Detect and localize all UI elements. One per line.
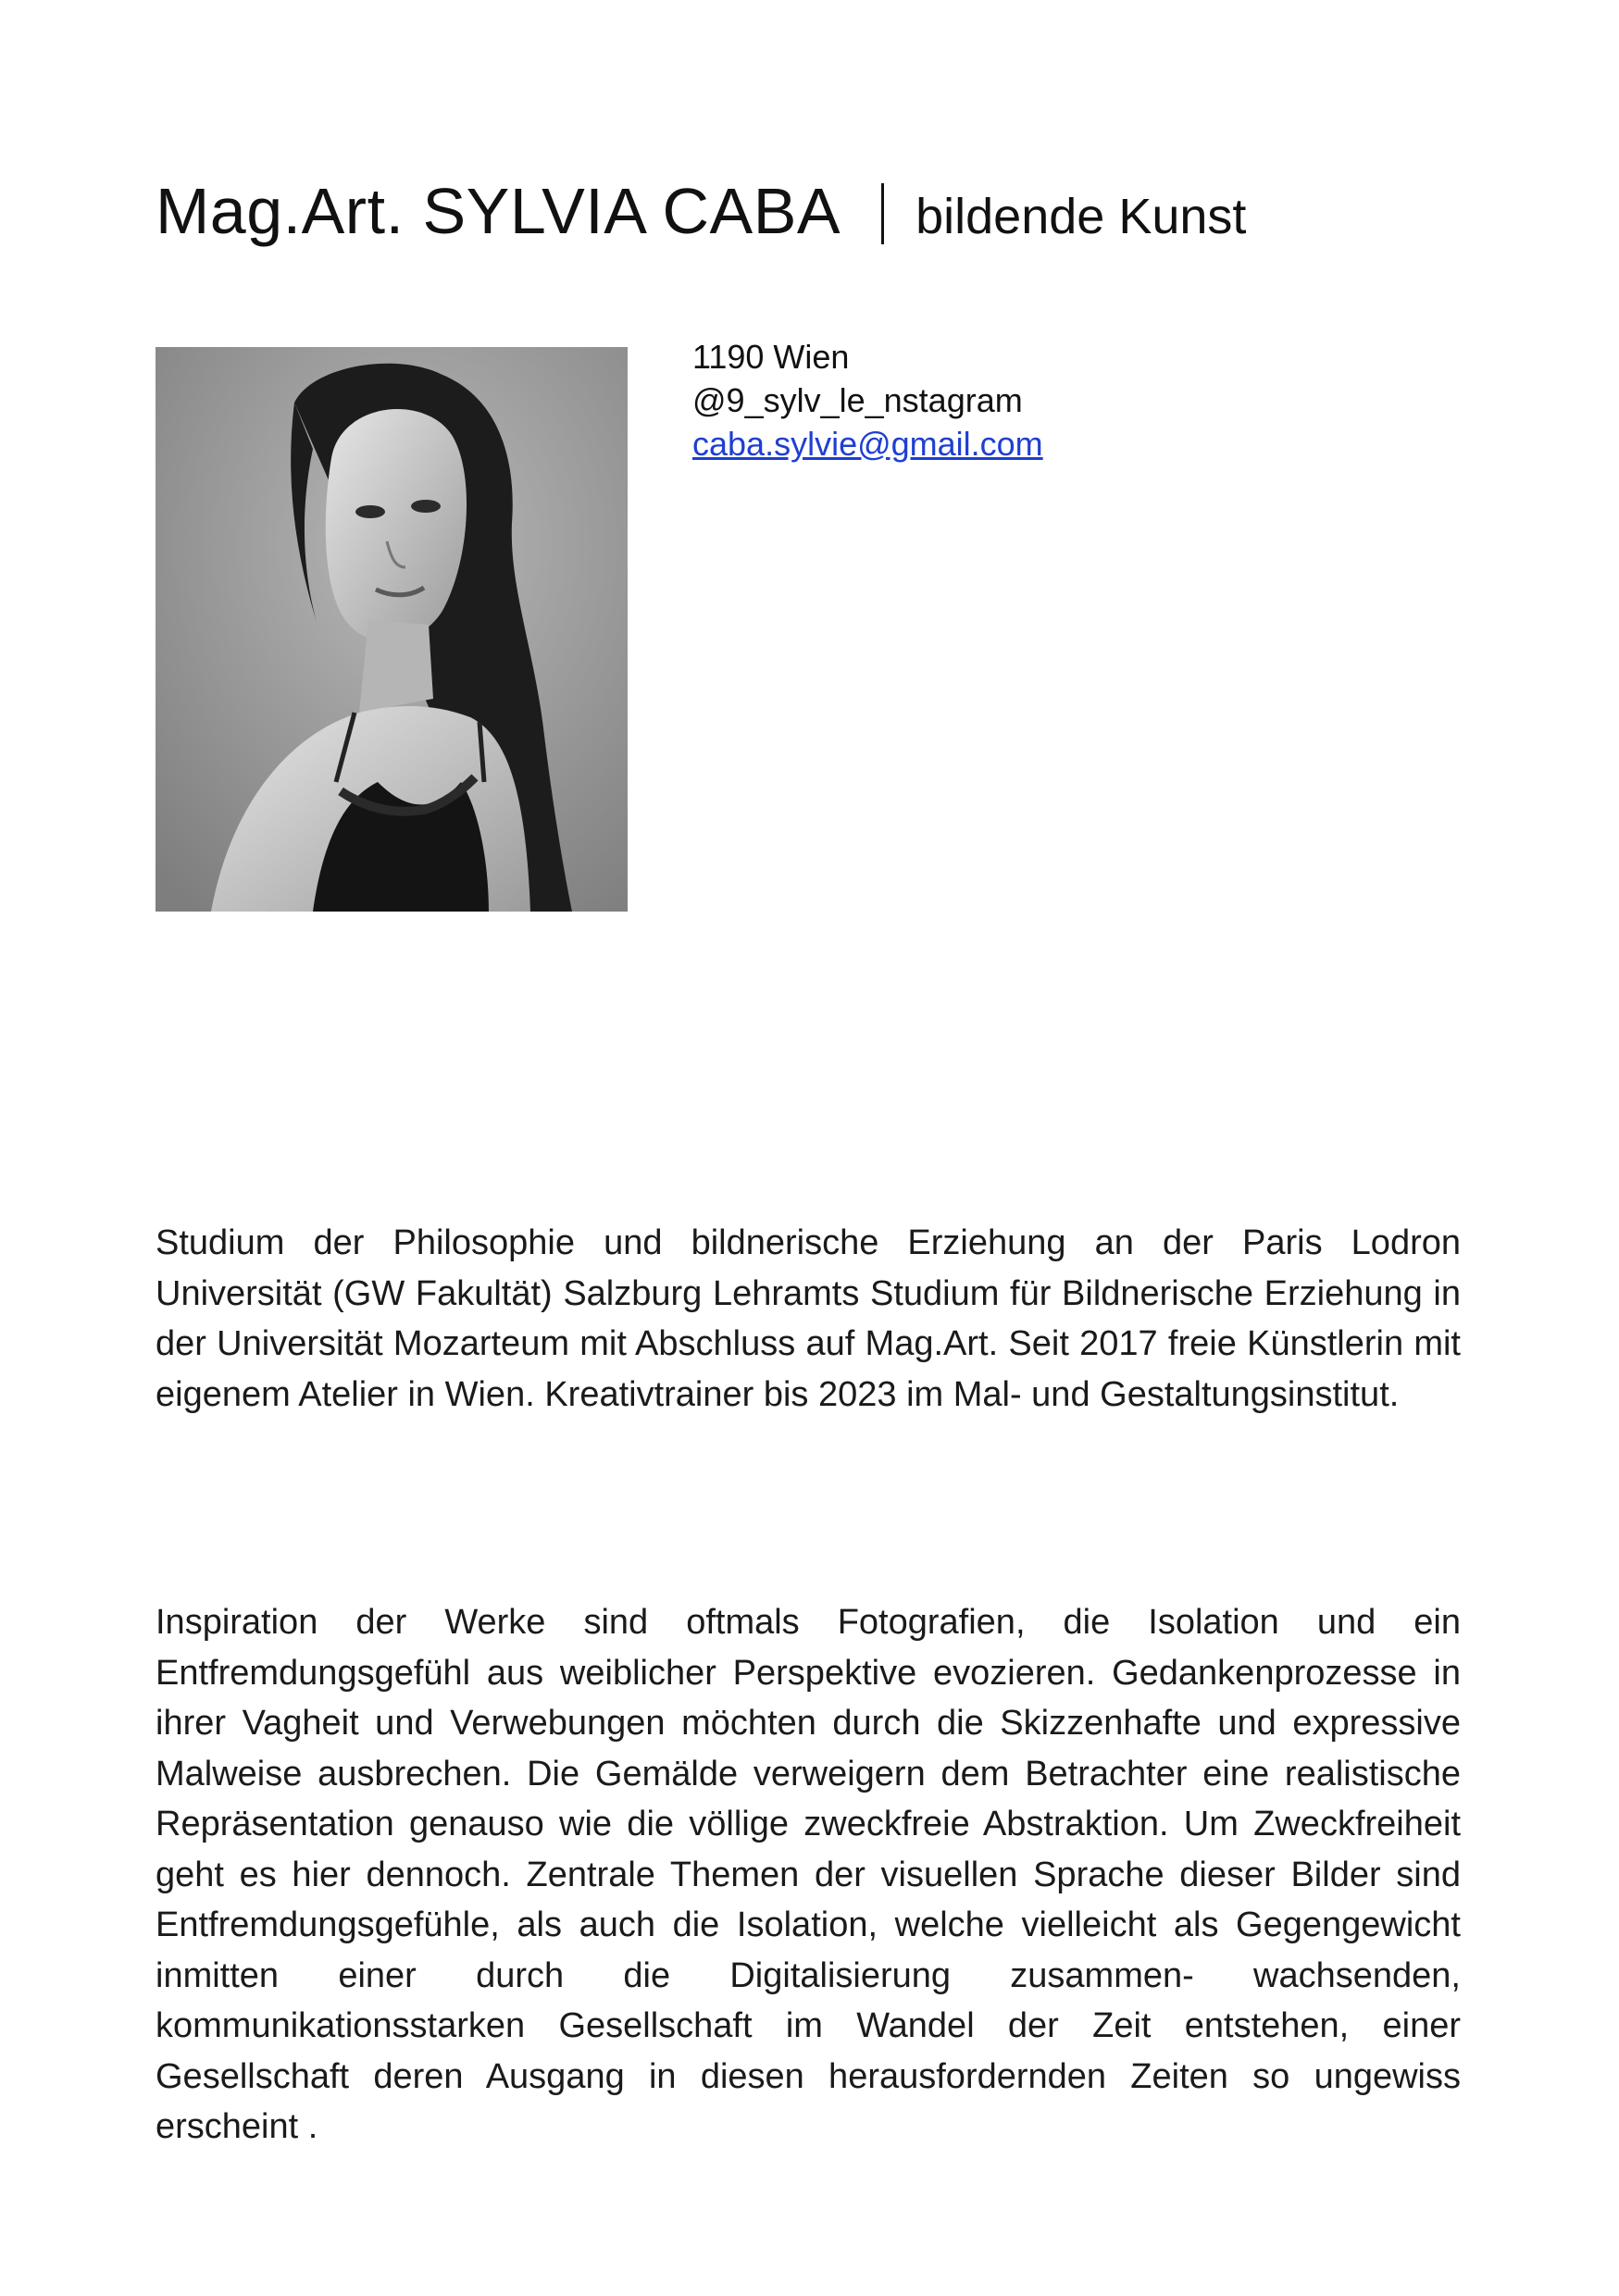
education-paragraph: Studium der Philosophie und bildnerische Erziehung an der Paris Lodron Universität (GW Fakultät) Salzburg Lehramts Studium für Bildnerische Erziehung in der Universität Mozarteum mit Abschluss auf Mag.Art. Seit 2017 freie Künstlerin mit eigenem Atelier in Wien. Kreativtrainer bis 2023 im Mal- und Gestaltungsinstitut.: [156, 1223, 1461, 1414]
title-divider: [881, 183, 884, 244]
artist-discipline: bildende Kunst: [915, 189, 1247, 244]
portrait-illustration: [156, 347, 628, 912]
artist-statement-paragraph: Inspiration der Werke sind oftmals Fotografien, die Isolation und ein Entfremdungsgefühl aus weiblicher Perspektive evozieren. Gedankenprozesse in ihrer Vagheit und Verwebungen möchten durch die Skizzenhafte und expressive Malweise ausbrechen. Die Gemälde verweigern dem Betrachter eine realistische Repräsentation genauso wie die völlige zweckfreie Abstraktion. Um Zweckfreiheit geht es hier dennoch. Zentrale Themen der visuellen Sprache dieser Bilder sind Entfremdungsgefühle, als auch die Isolation, welche vielleicht als Gegengewicht inmitten einer durch die Digitalisierung zusammen- wachsenden, kommunikationsstarken Gesellschaft im Wandel der Zeit entstehen, einer Gesellschaft deren Ausgang in diesen herausfordernden Zeiten so ungewiss erscheint .: [156, 1603, 1461, 2146]
contact-instagram: @9_sylv_le_nstagram: [692, 381, 1023, 419]
artist-name: Mag.Art. SYLVIA CABA: [156, 175, 841, 247]
contact-email-link[interactable]: caba.sylvie@gmail.com: [692, 425, 1043, 463]
contact-block: [692, 335, 1043, 465]
page-title: [156, 174, 1246, 248]
artist-portrait: [156, 347, 628, 912]
contact-city: 1190 Wien: [692, 338, 850, 376]
